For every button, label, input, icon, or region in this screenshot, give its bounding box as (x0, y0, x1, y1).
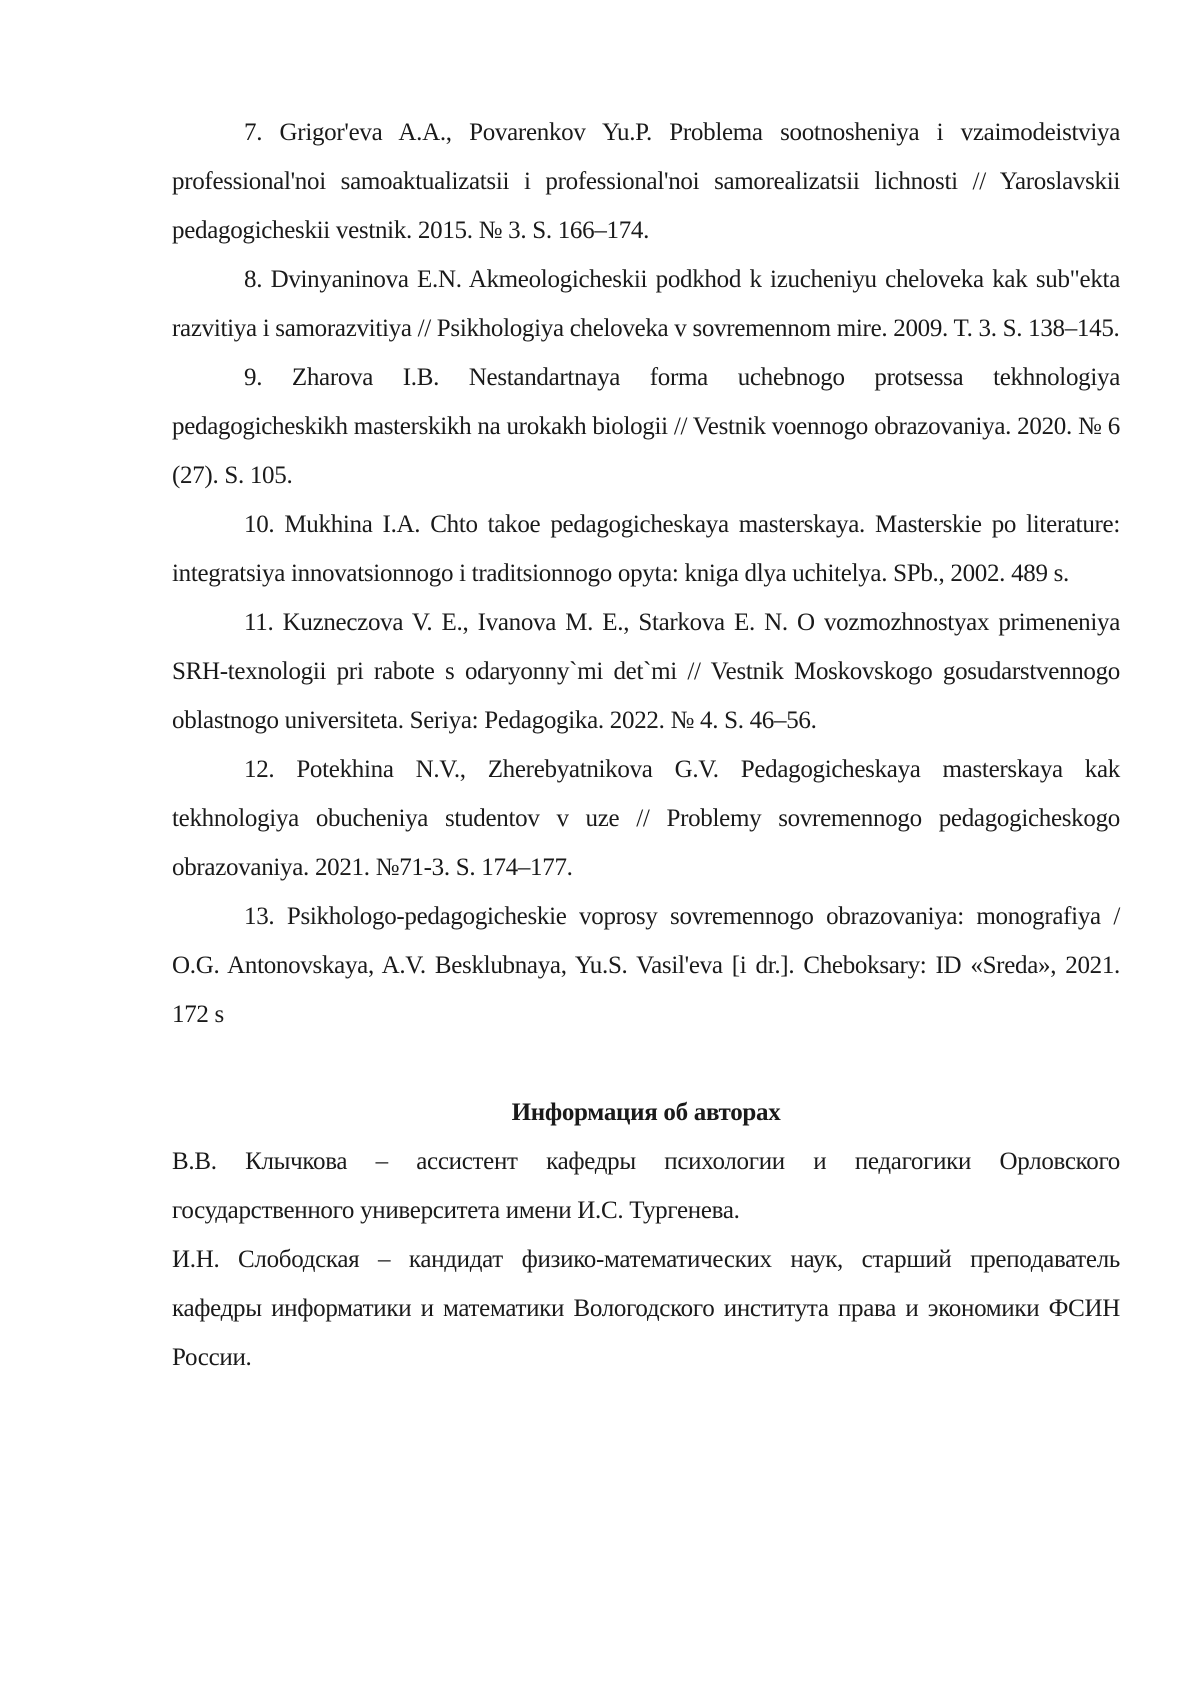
reference-item: 13. Psikhologo-pedagogicheskie voprosy sovremennogo obrazovaniya: monografiya / O.G. Antonovskaya, A.V. Besklubnaya, Yu.S. Vasil'eva [i dr.]. Cheboksary: ID «Sreda», 2021. 172 s (172, 903, 1120, 1028)
authors-heading: Информация об авторах (511, 1099, 781, 1126)
author-info: И.Н. Слободская – кандидат физико-математических наук, старший преподаватель кафедры информатики и математики Вологодского института права и экономики ФСИН России. (172, 1246, 1120, 1371)
reference-item: 8. Dvinyaninova E.N. Akmeologicheskii podkhod k izucheniyu cheloveka kak sub"ekta razvitiya i samorazvitiya // Psikhologiya cheloveka v sovremennom mire. 2009. T. 3. S. 138–145. (172, 266, 1120, 342)
reference-item: 12. Potekhina N.V., Zherebyatnikova G.V. Pedagogicheskaya masterskaya kak tekhnologiya obucheniya studentov v uze // Problemy sovremennogo pedagogicheskogo obrazovaniya. 2021. №71-3. S. 174–177. (172, 756, 1120, 881)
document-page (172, 108, 1120, 1382)
reference-item: 10. Mukhina I.A. Chto takoe pedagogicheskaya masterskaya. Masterskie po literature: integratsiya innovatsionnogo i traditsionnogo opyta: kniga dlya uchitelya. SPb., 2002. 489 s. (172, 511, 1120, 587)
authors-info-section (172, 1088, 1120, 1382)
reference-item: 7. Grigor'eva A.A., Povarenkov Yu.P. Problema sootnosheniya i vzaimodeistviya professional'noi samoaktualizatsii i professional'noi samorealizatsii lichnosti // Yaroslavskii pedagogicheskii vestnik. 2015. № 3. S. 166–174. (172, 119, 1120, 244)
reference-item: 9. Zharova I.B. Nestandartnaya forma uchebnogo protsessa tekhnologiya pedagogicheskikh masterskikh na urokakh biologii // Vestnik voennogo obrazovaniya. 2020. № 6 (27). S. 105. (172, 364, 1120, 489)
reference-list (172, 108, 1120, 1039)
author-info: В.В. Клычкова – ассистент кафедры психологии и педагогики Орловского государственного университета имени И.С. Тургенева. (172, 1148, 1120, 1224)
reference-item: 11. Kuzneczova V. E., Ivanova M. E., Starkova E. N. O vozmozhnostyax primeneniya SRH-texnologii pri rabote s odaryonny`mi det`mi // Vestnik Moskovskogo gosudarstvennogo oblastnogo universiteta. Seriya: Pedagogika. 2022. № 4. S. 46–56. (172, 609, 1120, 734)
